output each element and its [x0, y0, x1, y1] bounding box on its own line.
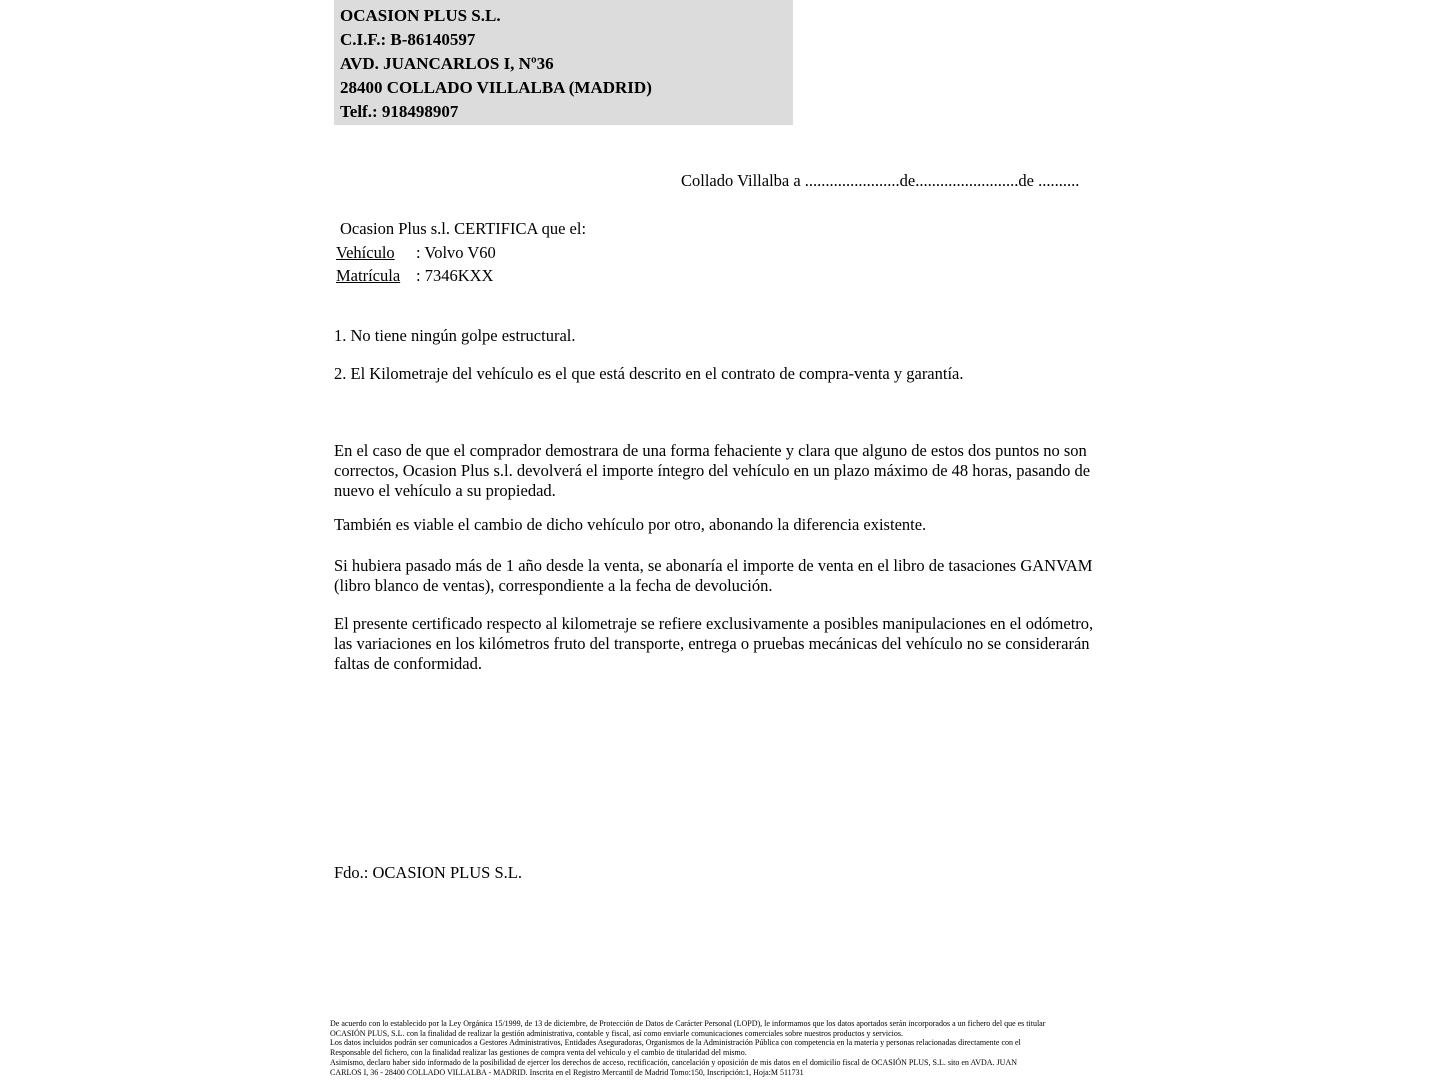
plate-row: [336, 264, 586, 288]
vehicle-label: Vehículo: [336, 242, 395, 262]
vehicle-label-wrap: [336, 241, 416, 265]
legal-footer: [330, 1019, 1435, 1077]
certification-block: [336, 217, 586, 288]
vehicle-value: : Volvo V60: [416, 242, 496, 262]
plate-value: : 7346KXX: [416, 266, 494, 285]
company-header-box: [334, 0, 793, 125]
legal-footer-line: Responsable del fichero, con la finalidad realizar las gestiones de compra venta del vehículo y el cambio de titularidad del mismo.: [330, 1048, 747, 1058]
legal-footer-line: CARLOS I, 36 - 28400 COLLADO VILLALBA - MADRID. Inscrita en el Registro Mercantil de Madrid Tomo:150, Inscripción:1, Hoja:M 511731: [330, 1067, 804, 1077]
legal-footer-line: Los datos incluidos podrán ser comunicados a Gestores Administrativos, Entidades Aseguradoras, Organismos de la Administración Pública con competencia en la materia y personas relacionadas directamente con el: [330, 1038, 1021, 1048]
company-cif: C.I.F.: B-86140597: [340, 30, 476, 49]
vehicle-row: [336, 241, 586, 265]
paragraph-odometer-disclaimer: El presente certificado respecto al kilometraje se refiere exclusivamente a posibles manipulaciones en el odómetro, las variaciones en los kilómetros fruto del transporte, entrega o pruebas mecánicas del vehículo no se considerarán faltas de conformidad.: [334, 614, 1094, 673]
paragraph-ganvam-valuation: Si hubiera pasado más de 1 año desde la venta, se abonaría el importe de venta en el libro de tasaciones GANVAM (libro blanco de ventas), correspondiente a la fecha de devolución.: [334, 556, 1093, 595]
legal-footer-line: OCASIÓN PLUS, S.L. con la finalidad de realizar la gestión administrativa, contable y fiscal, así como enviarle comunicaciones comerciales sobre nuestros productos y servicios.: [330, 1028, 903, 1038]
plate-label-wrap: [336, 264, 416, 288]
legal-footer-line: De acuerdo con lo establecido por la Ley Orgánica 15/1999, de 13 de diciembre, de Protección de Datos de Carácter Personal (LOPD), le informamos que los datos aportados serán incorporados a un fichero del que es titular: [330, 1019, 1046, 1028]
certified-point-2: 2. El Kilometraje del vehículo es el que está descrito en el contrato de compra-venta y garantía.: [334, 364, 964, 383]
paragraph-refund-policy: En el caso de que el comprador demostrara de una forma fehaciente y clara que alguno de estos dos puntos no son correctos, Ocasion Plus s.l. devolverá el importe íntegro del vehículo en un plazo máximo de 48 horas, pasando de nuevo el vehículo a su propiedad.: [334, 441, 1091, 500]
company-address: AVD. JUANCARLOS I, Nº36: [340, 54, 554, 73]
company-name: OCASION PLUS S.L.: [340, 6, 501, 25]
certified-point-1: 1. No tiene ningún golpe estructural.: [334, 326, 576, 345]
legal-footer-line: Asimismo, declaro haber sido informado de la posibilidad de ejercer los derechos de acceso, rectificación, cancelación y oposición de mis datos en el domicilio fiscal de OCASIÓN PLUS, S.L. sito en AVDA. JUAN: [330, 1057, 1018, 1067]
certification-intro: Ocasion Plus s.l. CERTIFICA que el:: [340, 219, 587, 238]
signature-line: Fdo.: OCASION PLUS S.L.: [334, 863, 522, 882]
company-city: 28400 COLLADO VILLALBA (MADRID): [340, 78, 652, 97]
plate-label: Matrícula: [336, 266, 401, 285]
company-phone: Telf.: 918498907: [340, 102, 459, 121]
paragraph-exchange-option: También es viable el cambio de dicho vehículo por otro, abonando la diferencia existente.: [334, 515, 927, 534]
date-fill-in-line: Collado Villalba a .......................de.........................de ..........: [681, 171, 1080, 190]
